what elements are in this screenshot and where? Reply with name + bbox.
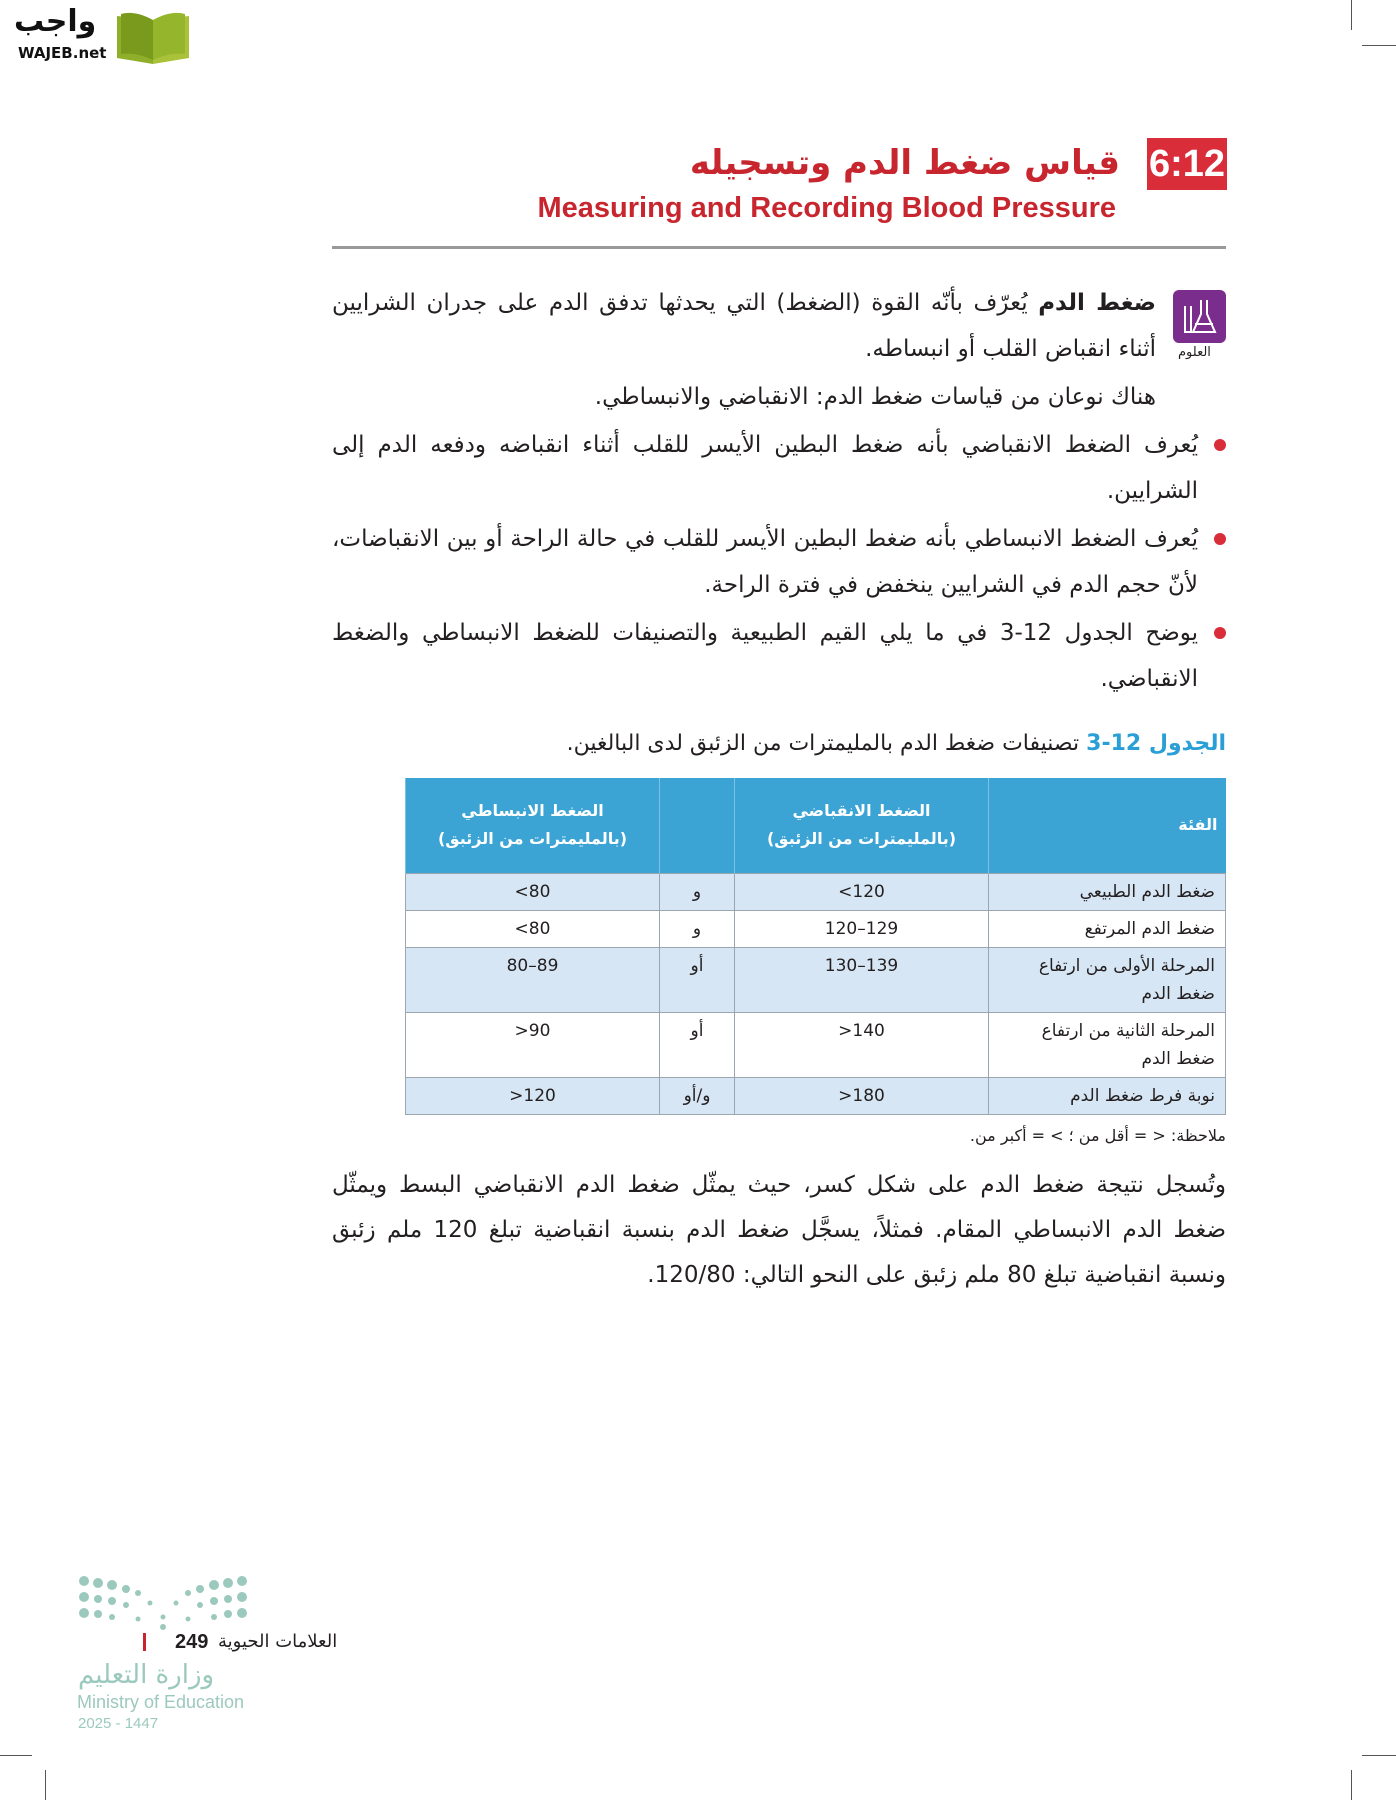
cell-diastolic: 90<	[406, 1012, 660, 1077]
cell-category: المرحلة الأولى من ارتفاع ضغط الدم	[989, 947, 1226, 1012]
book-icon	[113, 10, 193, 66]
header-conjunction	[660, 778, 735, 873]
bullet-item	[332, 516, 1226, 608]
header-category: الفئة	[989, 778, 1226, 873]
bullet-icon	[1214, 439, 1226, 451]
blood-pressure-table	[405, 778, 1226, 1115]
table-row	[406, 873, 1226, 910]
cell-conjunction: أو	[660, 947, 735, 1012]
cell-systolic: 140<	[735, 1012, 989, 1077]
crop-mark	[1351, 0, 1352, 30]
definition-term: ضغط الدم	[1038, 290, 1156, 316]
header-divider	[332, 246, 1226, 249]
cell-systolic: 120>	[735, 873, 989, 910]
crop-mark	[1362, 45, 1396, 46]
table-note: ملاحظة: < = أقل من ؛ > = أكبر من.	[969, 1125, 1226, 1145]
crop-mark	[1351, 1770, 1352, 1800]
cell-conjunction: و	[660, 910, 735, 947]
table-row	[406, 910, 1226, 947]
table-caption-label: الجدول 12-3	[1086, 731, 1226, 756]
bullet-icon	[1214, 627, 1226, 639]
cell-systolic: 180<	[735, 1077, 989, 1114]
definition-text: يُعرّف بأنّه القوة (الضغط) التي يحدثها تدفق الدم على جدران الشرايين أثناء انقباض القلب أو انبساطه.	[332, 290, 1156, 362]
cell-category: نوبة فرط ضغط الدم	[989, 1077, 1226, 1114]
header-diastolic: الضغط الانبساطي (بالمليمترات من الزئبق)	[406, 778, 660, 873]
logo-latin: WAJEB.net	[18, 44, 107, 62]
cell-diastolic: 120<	[406, 1077, 660, 1114]
page-divider	[143, 1633, 146, 1651]
table-row	[406, 1077, 1226, 1114]
cell-diastolic: 80>	[406, 873, 660, 910]
header-systolic: الضغط الانقباضي (بالمليمترات من الزئبق)	[735, 778, 989, 873]
bullet-text: يُعرف الضغط الانقباضي بأنه ضغط البطين الأيسر للقلب أثناء انقباضه ودفعه الدم إلى الشرايين.	[332, 432, 1198, 504]
table-caption	[332, 728, 1226, 760]
section-number: 6:12	[1147, 138, 1227, 190]
cell-conjunction: أو	[660, 1012, 735, 1077]
cell-systolic: 139–130	[735, 947, 989, 1012]
cell-diastolic: 89–80	[406, 947, 660, 1012]
cell-category: ضغط الدم المرتفع	[989, 910, 1226, 947]
bullet-text: يوضح الجدول 12-3 في ما يلي القيم الطبيعية والتصنيفات للضغط الانبساطي والضغط الانقباضي.	[332, 620, 1199, 692]
table-caption-text: تصنيفات ضغط الدم بالمليمترات من الزئبق لدى البالغين.	[566, 731, 1087, 756]
cell-systolic: 129–120	[735, 910, 989, 947]
table-row	[406, 1012, 1226, 1077]
ministry-name-english: Ministry of Education	[77, 1692, 245, 1712]
cell-category: المرحلة الثانية من ارتفاع ضغط الدم	[989, 1012, 1226, 1077]
bullet-text: يُعرف الضغط الانبساطي بأنه ضغط البطين الأيسر للقلب في حالة الراحة أو بين الانقباضات، لأنّ حجم الدم في الشرايين ينخفض في فترة الراحة.	[332, 526, 1198, 598]
page-number: 249	[175, 1631, 209, 1653]
bullet-item	[332, 422, 1226, 514]
table-row	[406, 947, 1226, 1012]
types-paragraph: هناك نوعان من قياسات ضغط الدم: الانقباضي والانبساطي.	[594, 384, 1156, 410]
book-title: العلامات الحيوية	[218, 1631, 338, 1652]
crop-mark	[45, 1770, 46, 1800]
crop-mark	[1362, 1755, 1396, 1756]
cell-conjunction: و/أو	[660, 1077, 735, 1114]
definition-paragraph	[332, 280, 1156, 372]
cell-category: ضغط الدم الطبيعي	[989, 873, 1226, 910]
subject-label: العلوم	[1178, 345, 1211, 360]
edition-year: 2025 - 1447	[78, 1715, 159, 1732]
closing-paragraph: وتُسجل نتيجة ضغط الدم على شكل كسر، حيث يمثّل ضغط الدم الانقباضي البسط ويمثّل ضغط الدم الانبساطي المقام. فمثلاً، يسجَّل ضغط الدم بنسبة انقباضية تبلغ 120 ملم زئبق ونسبة انقباضية تبلغ 80 ملم زئبق على النحو التالي: 120/80.	[332, 1171, 1226, 1288]
wajeb-logo[interactable]	[8, 4, 193, 66]
section-title-arabic: قياس ضغط الدم وتسجيله	[689, 143, 1120, 183]
ministry-name-arabic: وزارة التعليم	[78, 1660, 215, 1690]
section-title-english: Measuring and Recording Blood Pressure	[537, 192, 1116, 224]
bullet-icon	[1214, 533, 1226, 545]
crop-mark	[0, 1755, 32, 1756]
cell-conjunction: و	[660, 873, 735, 910]
cell-diastolic: 80>	[406, 910, 660, 947]
main-content	[332, 280, 1226, 1298]
logo-arabic: واجب	[14, 4, 97, 39]
bullet-item	[332, 610, 1226, 702]
